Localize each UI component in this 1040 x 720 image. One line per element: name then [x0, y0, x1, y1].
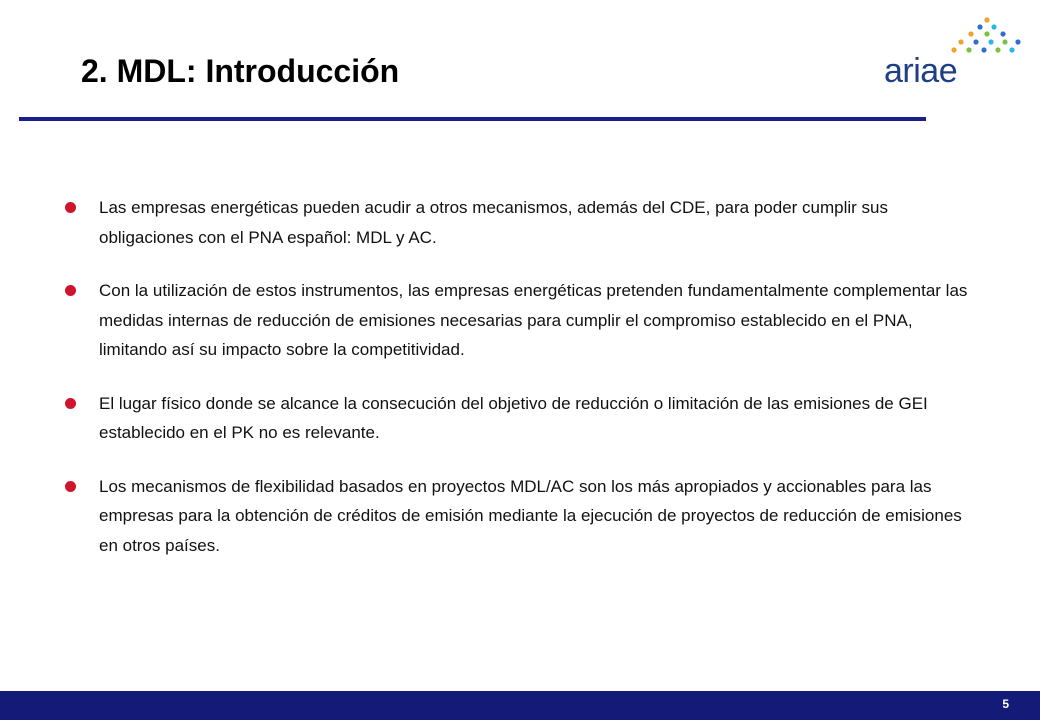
ariae-logo-dots-icon	[950, 16, 1024, 60]
logo-text: ariae	[884, 52, 958, 90]
bullet-item	[64, 472, 984, 561]
ariae-logo	[884, 16, 1024, 92]
title-underline	[19, 117, 926, 121]
bullet-list	[64, 193, 984, 560]
bullet-dot-icon	[65, 398, 76, 409]
page-number: 5	[1002, 697, 1009, 711]
bullet-dot-icon	[65, 481, 76, 492]
bullet-item	[64, 193, 984, 252]
footer-bar	[0, 691, 1040, 720]
bullet-text: Los mecanismos de flexibilidad basados en proyectos MDL/AC son los más apropiados y accionables para las empresas para la obtención de créditos de emisión mediante la ejecución de proyectos de reducción de emisiones en otros países.	[99, 476, 962, 555]
bullet-text: Las empresas energéticas pueden acudir a otros mecanismos, además del CDE, para poder cumplir sus obligaciones con el PNA español: MDL y AC.	[99, 198, 889, 247]
bullet-dot-icon	[65, 202, 76, 213]
slide-title: 2. MDL: Introducción	[81, 53, 400, 89]
bullet-text: El lugar físico donde se alcance la consecución del objetivo de reducción o limitación de las emisiones de GEI establecido en el PK no es relevante.	[99, 393, 928, 442]
bullet-dot-icon	[65, 285, 76, 296]
bullet-text: Con la utilización de estos instrumentos, las empresas energéticas pretenden fundamentalmente complementar las medidas internas de reducción de emisiones necesarias para cumplir el compromiso establecido en el PNA, limitando así su impacto sobre la competitividad.	[99, 281, 968, 359]
bullet-item	[64, 389, 984, 448]
bullet-item	[64, 276, 984, 365]
